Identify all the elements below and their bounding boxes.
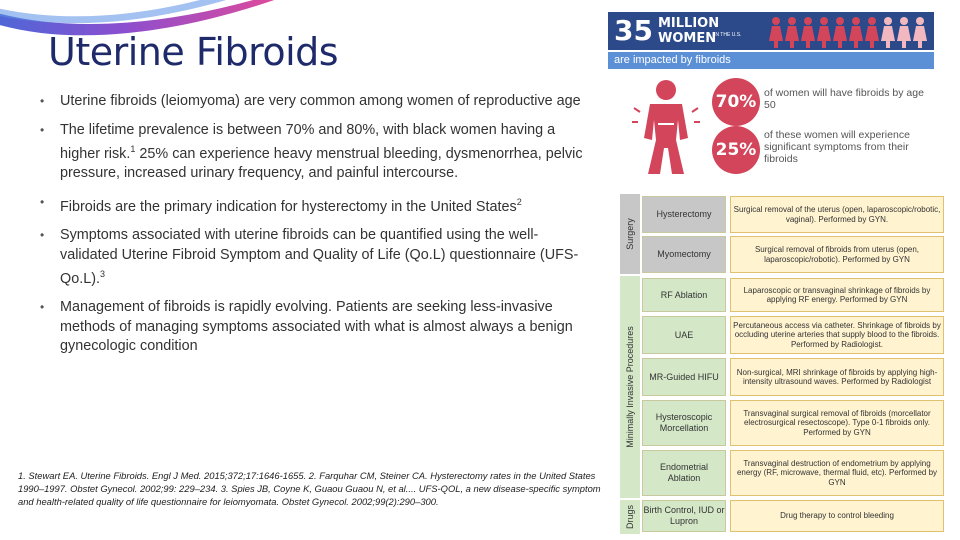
woman-figure-body	[913, 26, 927, 48]
bullet-dot: •	[40, 194, 45, 209]
infographic-in-the-us: IN THE U.S.	[714, 32, 742, 38]
treatment-table	[620, 194, 944, 534]
slide-title: Uterine Fibroids	[48, 30, 339, 74]
description-cell: Transvaginal surgical removal of fibroids (morcellator electrosurgical resectoscope). Type 0-1 fibroids only. Performed by GYN	[730, 400, 944, 446]
procedure-cell: Birth Control, IUD or Lupron	[642, 500, 726, 532]
procedure-cell: MR-Guided HIFU	[642, 358, 726, 396]
women-figures	[768, 15, 934, 54]
woman-figure-body	[849, 26, 863, 48]
woman-figure-head	[900, 17, 908, 25]
procedure-cell: Endometrial Ablation	[642, 450, 726, 496]
bullet-text-cont: 25% can experience heavy menstrual bleeding, dysmenorrhea, pelvic pressure, increased urinary frequency, and painful intercourse.	[60, 145, 583, 182]
woman-pain-icon	[630, 78, 702, 178]
woman-figure-body	[817, 26, 831, 48]
description-cell: Transvaginal destruction of endometrium by applying energy (RF, microwave, thermal fluid, etc). Performed by GYN	[730, 450, 944, 496]
description-cell: Percutaneous access via catheter. Shrinkage of fibroids by occluding uterine arteries that supply blood to the fibroids. Performed by Radiologist.	[730, 316, 944, 354]
bullet-text: Symptoms associated with uterine fibroids can be quantified using the well-validated Uterine Fibroid Symptom and Quality of Life (Qo.L) questionnaire (UFS-Qo.L).	[60, 227, 579, 287]
stat-text: of these women will experience significant symptoms from their fibroids	[764, 129, 910, 165]
description-cell: Surgical removal of the uterus (open, laparoscopic/robotic, vaginal). Performed by GYN.	[730, 196, 944, 233]
woman-figure-body	[769, 26, 783, 48]
woman-figure-head	[804, 17, 812, 25]
infographic-subtitle: are impacted by fibroids	[608, 52, 934, 69]
woman-figure-head	[884, 17, 892, 25]
woman-figure-body	[865, 26, 879, 48]
bullet-list	[38, 92, 583, 366]
bullet-text: Uterine fibroids (leiomyoma) are very common among women of reproductive age	[60, 93, 581, 109]
woman-figure-head	[836, 17, 844, 25]
bullet-dot: •	[40, 228, 45, 243]
citation-sup: 3	[100, 269, 106, 280]
procedure-cell: UAE	[642, 316, 726, 354]
stat-badge: 25%	[712, 126, 760, 174]
woman-figure-body	[897, 26, 911, 48]
procedure-cell: Hysterectomy	[642, 196, 726, 233]
group-label-minimally-invasive: Minimally Invasive Procedures	[620, 276, 640, 498]
woman-figure-body	[801, 26, 815, 48]
procedure-cell: Hysteroscopic Morcellation	[642, 400, 726, 446]
bullet-dot: •	[40, 122, 45, 137]
group-label-surgery: Surgery	[620, 194, 640, 274]
stat-text: of women will have fibroids by age 50	[764, 87, 924, 111]
bullet-text: Fibroids are the primary indication for hysterectomy in the United States	[60, 198, 517, 215]
infographic-million: MILLION	[658, 16, 720, 31]
bullet-text: Management of fibroids is rapidly evolving. Patients are seeking less-invasive methods of managing symptoms associated with what is almost always a benign gynecologic condition	[60, 299, 573, 355]
description-cell: Non-surgical, MRI shrinkage of fibroids by applying high-intensity ultrasound waves. Performed by Radiologist	[730, 358, 944, 396]
bullet-item	[38, 92, 583, 112]
woman-figure-head	[916, 17, 924, 25]
women-figures-icon	[768, 15, 934, 49]
woman-figure-body	[785, 26, 799, 48]
description-cell: Drug therapy to control bleeding	[730, 500, 944, 532]
woman-figure-body	[881, 26, 895, 48]
bullet-item	[38, 298, 583, 357]
bullet-item	[38, 193, 583, 217]
infographic-header	[608, 12, 934, 50]
woman-figure-body	[833, 26, 847, 48]
citation-sup: 2	[516, 196, 522, 207]
infographic-big-number: 35	[614, 14, 653, 47]
stat-badge: 70%	[712, 78, 760, 126]
bullet-item	[38, 226, 583, 289]
woman-figure-head	[868, 17, 876, 25]
woman-figure-head	[788, 17, 796, 25]
woman-figure-head	[852, 17, 860, 25]
bullet-text: The lifetime prevalence is between 70% and 80%, with black women having a higher risk.	[60, 121, 556, 162]
bullet-dot: •	[40, 300, 45, 315]
citation-sup: 1	[130, 144, 136, 154]
woman-figure-head	[820, 17, 828, 25]
infographic-women: WOMEN	[658, 31, 717, 46]
bullet-dot: •	[40, 94, 45, 108]
woman-figure-head	[772, 17, 780, 25]
description-cell: Laparoscopic or transvaginal shrinkage of fibroids by applying RF energy. Performed by GYN	[730, 278, 944, 312]
group-label-drugs: Drugs	[620, 500, 640, 534]
procedure-cell: Myomectomy	[642, 236, 726, 273]
fibroid-infographic	[608, 12, 934, 182]
references: 1. Stewart EA. Uterine Fibroids. Engl J Med. 2015;372;17:1646-1655. 2. Farquhar CM, Steiner CA. Hysterectomy rates in the United States 1990–1997. Obstet Gynecol. 2002;99: 229–234. 3. Spies JB, Coyne K, Guaou Guaou N, et al.... UFS-QOL, a new disease-specific symptom and health-related quality of life questionnaire for leiomyomata. Obstet Gynecol. 2002;99(2):290–300.	[18, 470, 601, 507]
bullet-item	[38, 121, 583, 184]
procedure-cell: RF Ablation	[642, 278, 726, 312]
description-cell: Surgical removal of fibroids from uterus (open, laparoscopic/robotic). Performed by GYN	[730, 236, 944, 273]
